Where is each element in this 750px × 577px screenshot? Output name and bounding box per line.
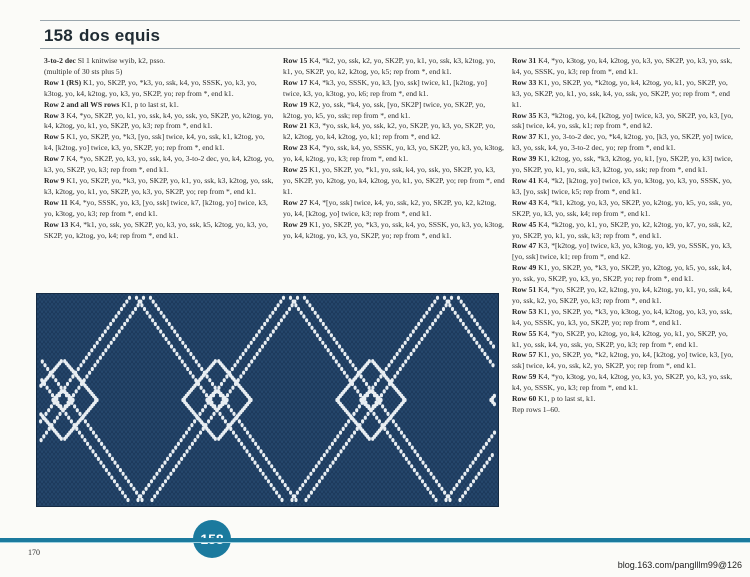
row-text: K4, *yo, k3tog, yo, k4, k2tog, yo, k3, yo, SK2P, yo, k3, yo, ssk, k4, yo, SSSK, yo, k3; rep from *, end k1. [512, 56, 733, 76]
instruction-row [283, 198, 505, 220]
instructions-column-3 [512, 56, 738, 416]
row-label: Row 3 [44, 110, 65, 120]
row-label: Row 39 [512, 154, 537, 164]
row-label: Row 23 [283, 143, 308, 153]
row-label: Row 43 [512, 197, 537, 207]
row-text: K2, yo, ssk, *k4, yo, ssk, [yo, SK2P] twice, yo, SK2P, yo, k2tog, yo, k5, yo, ssk; rep from *, end k1. [283, 99, 486, 120]
instruction-row [512, 394, 738, 405]
row-text: K4, *yo, SK2P, yo, k1, yo, ssk, k4, yo, ssk, yo, SK2P, yo, k2tog, yo, k4, k2tog, yo, k1, yo, SK2P, yo, k3; rep from *, end k1. [44, 110, 274, 131]
instruction-row [512, 285, 738, 307]
row-label: Row 55 [512, 328, 537, 338]
stitch-multiple: (multiple of 30 sts plus 5) [44, 66, 123, 76]
row-text: K1, p to last st, k1. [538, 394, 596, 404]
instruction-row [512, 198, 738, 220]
row-text: K1, k2tog, yo, ssk, *k3, k2tog, yo, k1, [yo, SK2P, yo, k3] twice, yo, SK2P, yo, k1, yo, ssk, k3, k2tog, yo, ssk; rep from *, end k1. [512, 154, 733, 175]
row-text: K4, *k2, [k2tog, yo] twice, k3, yo, k3tog, yo, k3, yo, SSSK, yo, k3, [yo, ssk] twice, k5; rep from *, end k1. [512, 175, 732, 196]
instruction-row [44, 154, 276, 176]
row-text: K1, yo, SK2P, yo, *k3, [yo, ssk] twice, k4, yo, ssk, k1, k2tog, yo, k4, [k2tog, yo] twice, k3, yo, SK2P, yo; rep from *, end k1. [44, 132, 265, 153]
pattern-name: dos equis [78, 26, 161, 45]
title-rule [40, 48, 740, 49]
row-label: Row 49 [512, 263, 537, 273]
row-label: Row 21 [283, 121, 308, 131]
instruction-row [512, 78, 738, 111]
row-label: Row 41 [512, 175, 537, 185]
row-label: Row 17 [283, 77, 308, 87]
row-label: Row 57 [512, 350, 537, 360]
dec-definition: 3-to-2 dec Sl 1 knitwise wyib, k2, psso. [44, 56, 166, 65]
repeat-note: Rep rows 1–60. [512, 405, 560, 414]
row-text: K4, *[yo, ssk] twice, k4, yo, ssk, k2, yo, SK2P, yo, k2, k2tog, yo, k4, [k2tog, yo] twice, k3; rep from *, end k1. [283, 197, 497, 218]
row-label: Row 15 [283, 56, 308, 65]
row-label: Row 59 [512, 372, 537, 382]
pattern-title [44, 26, 160, 46]
row-label: Row 37 [512, 132, 537, 142]
row-text: K1, yo, SK2P, yo, *k3, yo, SK2P, yo, k1, yo, ssk, k3, k2tog, yo, ssk, k3, k2tog, yo, k1, yo, SK2P, yo, k3, yo, SK2P, yo; rep from *, end k1. [44, 175, 274, 196]
instruction-row [512, 154, 738, 176]
instruction-row [283, 78, 505, 100]
row-text: K1, yo, SK2P, yo, *k2tog, yo, k4, k2tog, yo, k1, yo, SK2P, yo, k3, yo, SK2P, yo, k1, yo, ssk, k4, yo, ssk, yo, SK2P, yo; rep from *, end k1. [512, 77, 730, 109]
instruction-row [44, 78, 276, 100]
pattern-number: 158 [44, 26, 73, 45]
row-label: Row 25 [283, 165, 308, 175]
instruction-row [44, 111, 276, 133]
row-text: K4, *yo, SK2P, yo, k3, yo, ssk, k4, yo, 3-to-2 dec, yo, k4, k2tog, yo, k3, yo, SK2P, yo, k3; rep from *, end k1. [44, 154, 274, 175]
row-text: K1, yo, SK2P, yo, *k3, yo, ssk, k4, yo, SSSK, yo, k3, yo, k3tog, yo, k4, k2tog, yo, k3, yo, SK2P, yo; rep from *, end k1. [44, 77, 257, 98]
row-label: Row 51 [512, 285, 537, 295]
row-label: Row 47 [512, 241, 537, 251]
instruction-row [283, 100, 505, 122]
instruction-row [44, 198, 276, 220]
row-text: K4, *k2tog, yo, k1, yo, SK2P, yo, k2, k2tog, yo, k7, yo, ssk, k2, yo, SK2P, yo, k1, yo, ssk, k3; rep from *, end k1. [512, 219, 733, 240]
row-text: K1, yo, 3-to-2 dec, yo, *k4, k2tog, yo, [k3, yo, SK2P, yo] twice, k3, yo, ssk, k4, yo, 3-to-2 dec, yo; rep from *, end k1. [512, 132, 733, 153]
row-label: Row 53 [512, 306, 537, 316]
row-label: Row 5 [44, 132, 65, 142]
instruction-row [512, 350, 738, 372]
instruction-row [44, 100, 276, 111]
instruction-row [512, 263, 738, 285]
instruction-row [283, 121, 505, 143]
row-text: K4, *yo, k3tog, yo, k4, k2tog, yo, k3, yo, SK2P, yo, k3, yo, ssk, k4, yo, SSSK, yo, k3; rep from *, end k1. [512, 372, 733, 393]
instruction-row [44, 220, 276, 242]
instructions-column-1 [44, 56, 276, 241]
row-label: Row 2 and all WS rows [44, 99, 120, 109]
row-text: K1, yo, SK2P, yo, *k2, k2tog, yo, k4, [k2tog, yo] twice, k3, [yo, ssk] twice, k4, yo, ssk, k2, yo, SK2P, yo; rep from *, end k1. [512, 350, 734, 371]
instruction-row [512, 372, 738, 394]
row-text: K1, yo, SK2P, yo, *k1, yo, ssk, k4, yo, ssk, yo, SK2P, yo, k3, yo, SK2P, yo, k2tog, yo, k4, k2tog, yo, k1, yo, SK2P, yo; rep from *, end k1. [283, 165, 505, 196]
row-label: Row 33 [512, 77, 537, 87]
row-label: Row 60 [512, 394, 537, 404]
footer-band-highlight [0, 542, 750, 543]
row-label: Row 31 [512, 56, 537, 65]
row-text: K4, *yo, SSSK, yo, k3, [yo, ssk] twice, k7, [k2tog, yo] twice, k3, yo, k3tog, yo, k3; rep from *, end k1. [44, 197, 268, 218]
instruction-row [512, 220, 738, 242]
row-text: K4, *k3, yo, SSSK, yo, k3, [yo, ssk] twice, k1, [k2tog, yo] twice, k3, yo, k3tog, yo, k6; rep from *, end k1. [283, 77, 487, 98]
row-label: Row 45 [512, 219, 537, 229]
row-label: Row 29 [283, 219, 308, 229]
row-label: Row 9 [44, 175, 65, 185]
instruction-row [283, 56, 505, 78]
header-rule [40, 20, 740, 21]
instructions-column-2 [283, 56, 505, 241]
row-text: K3, *k2tog, yo, k4, [k2tog, yo] twice, k3, yo, SK2P, yo, k3, [yo, ssk] twice, k4, yo, ssk, k1; rep from *, end k2. [512, 110, 734, 131]
instruction-row [512, 241, 738, 263]
row-label: Row 1 (RS) [44, 77, 82, 87]
row-label: Row 27 [283, 197, 308, 207]
instruction-row [512, 56, 738, 78]
row-text: K1, yo, SK2P, yo, *k3, yo, ssk, k4, yo, SSSK, yo, k3, yo, k3tog, yo, k4, k2tog, yo, k3, yo, SK2P, yo; rep from *, end k1. [283, 219, 504, 240]
row-text: K3, *yo, ssk, k4, yo, ssk, k2, yo, SK2P, yo, k3, yo, SK2P, yo, k2, k2tog, yo, k4, k2tog, yo, k1; rep from *, end k2. [283, 121, 496, 142]
instruction-row [512, 329, 738, 351]
row-text: K1, p to last st, k1. [121, 99, 179, 109]
instruction-row [512, 176, 738, 198]
row-text: K1, yo, SK2P, yo, *k3, yo, k3tog, yo, k4, k2tog, yo, k3, yo, ssk, k4, yo, SSSK, yo, k3, yo, SK2P, yo; rep from *, end k1. [512, 306, 733, 327]
instruction-row [283, 220, 505, 242]
row-label: Row 35 [512, 110, 537, 120]
watermark: blog.163.com/panglllm99@126 [617, 560, 742, 570]
page-number: 170 [28, 548, 40, 557]
row-text: K4, *k2, yo, ssk, k2, yo, SK2P, yo, k1, yo, ssk, k3, k2tog, yo, k1, yo, SK2P, yo, k2, k2tog, yo, k5; rep from *, end k1. [283, 56, 496, 76]
row-label: Row 11 [44, 197, 68, 207]
instruction-row [283, 143, 505, 165]
row-text: K4, *yo, ssk, k4, yo, SSSK, yo, k3, yo, SK2P, yo, k3, yo, k3tog, yo, k4, k2tog, yo, k3; rep from *, end k1. [283, 143, 504, 164]
instruction-row [512, 307, 738, 329]
row-text: K4, *k1, k2tog, yo, k3, yo, SK2P, yo, k2tog, yo, k5, yo, ssk, yo, SK2P, yo, k3, yo, ssk, k4; rep from *, end k1. [512, 197, 733, 218]
row-label: Row 7 [44, 154, 65, 164]
instruction-row [283, 165, 505, 198]
row-text: K3, *[k2tog, yo] twice, k3, yo, k3tog, yo, k9, yo, SSSK, yo, k3, [yo, ssk] twice, k1; rep from *, end k2. [512, 241, 732, 262]
instruction-row [512, 132, 738, 154]
instruction-row [44, 176, 276, 198]
row-label: Row 19 [283, 99, 308, 109]
row-label: Row 13 [44, 219, 69, 229]
row-text: K1, yo, SK2P, yo, *k3, yo, SK2P, yo, k2tog, yo, k5, yo, ssk, k4, yo, ssk, yo, SK2P, yo, k3, yo, SK2P, yo; rep from *, end k1. [512, 263, 732, 284]
instruction-row [44, 132, 276, 154]
row-text: K4, *k1, yo, ssk, yo, SK2P, yo, k3, yo, ssk, k5, k2tog, yo, k3, yo, SK2P, yo, k2tog, yo, k4; rep from *, end k1. [44, 219, 268, 240]
knit-swatch-photo [36, 293, 499, 507]
row-text: K4, *yo, SK2P, yo, k2, k2tog, yo, k4, k2tog, yo, k1, yo, ssk, k4, yo, ssk, k2, yo, SK2P, yo, k3; rep from *, end k1. [512, 285, 733, 305]
instruction-row [512, 111, 738, 133]
row-text: K4, *yo, SK2P, yo, k2tog, yo, k4, k2tog, yo, k1, yo, SK2P, yo, k1, yo, ssk, k4, yo, ssk, yo, SK2P, yo, k3; rep from *, end k1. [512, 328, 728, 349]
